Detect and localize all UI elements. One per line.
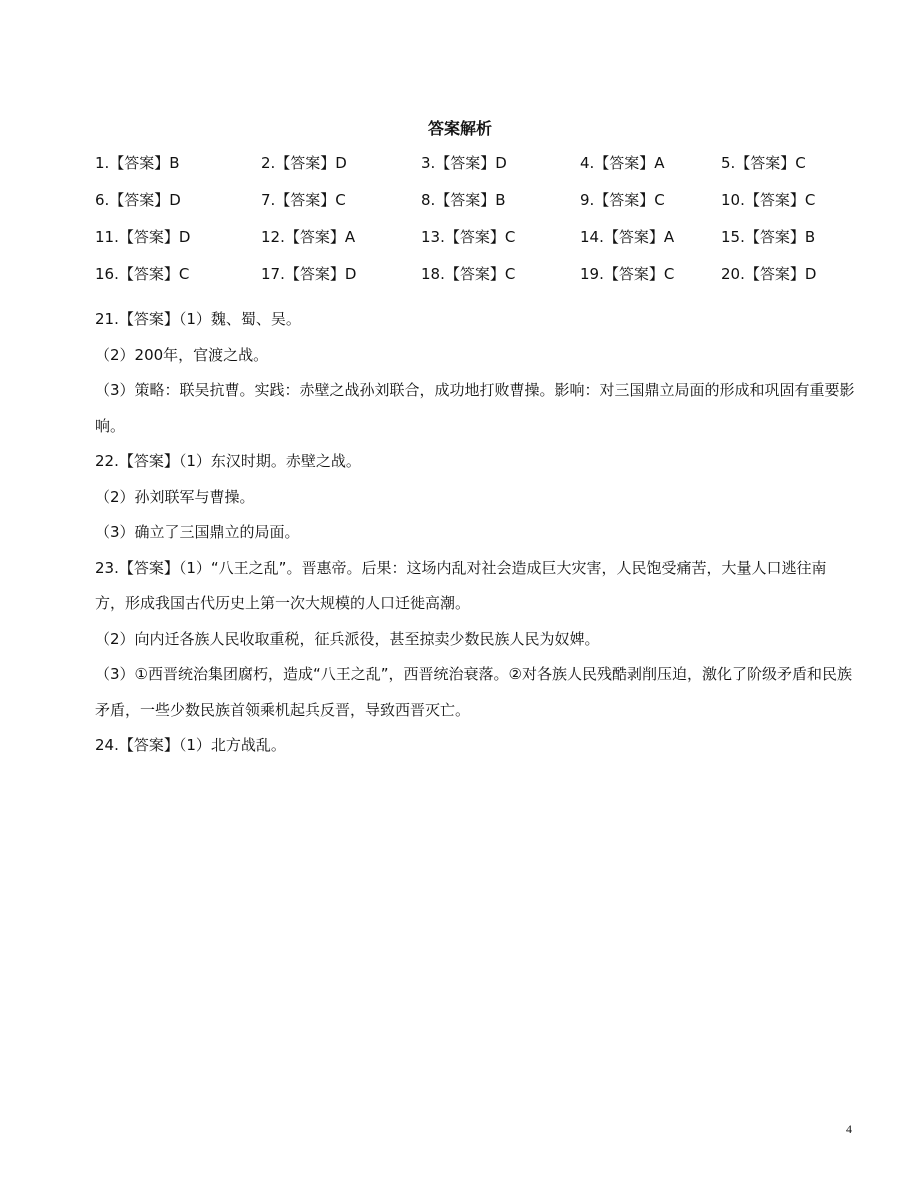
answer-item: 11.【答案】D — [95, 228, 191, 246]
paragraph: （2）200年，官渡之战。 — [95, 345, 269, 364]
answer-item: 17.【答案】D — [261, 265, 357, 283]
answer-item: 5.【答案】C — [721, 154, 806, 172]
page-title: 答案解析 — [427, 119, 492, 138]
answer-grid — [95, 152, 855, 300]
paragraph: 23.【答案】（1）“八王之乱”。晋惠帝。后果：这场内乱对社会造成巨大灾害，人民饱受痛苦，大量人口逃往南方，形成我国古代历史上第一次大规模的人口迁徙高潮。 — [95, 558, 827, 612]
answer-row — [95, 263, 855, 300]
answer-item: 1.【答案】B — [95, 154, 180, 172]
answer-explanations — [95, 302, 855, 764]
answer-item: 20.【答案】D — [721, 265, 817, 283]
answer-item: 2.【答案】D — [261, 154, 347, 172]
answer-item: 9.【答案】C — [580, 191, 665, 209]
answer-row — [95, 152, 855, 189]
paragraph: （3）策略：联吴抗曹。实践：赤壁之战孙刘联合，成功地打败曹操。影响：对三国鼎立局面的形成和巩固有重要影响。 — [95, 381, 855, 435]
answer-item: 14.【答案】A — [580, 228, 675, 246]
page-number: 4 — [846, 1122, 852, 1136]
answer-item: 10.【答案】C — [721, 191, 816, 209]
answer-item: 6.【答案】D — [95, 191, 181, 209]
paragraph: 22.【答案】（1）东汉时期。赤壁之战。 — [95, 452, 361, 470]
paragraph: （3）确立了三国鼎立的局面。 — [95, 523, 300, 541]
answer-item: 12.【答案】A — [261, 228, 356, 246]
paragraph: （2）孙刘联军与曹操。 — [95, 487, 255, 506]
answer-item: 8.【答案】B — [421, 191, 506, 209]
answer-item: 7.【答案】C — [261, 191, 346, 209]
answer-item: 13.【答案】C — [421, 228, 516, 246]
answer-row — [95, 226, 855, 263]
paragraph: 21.【答案】（1）魏、蜀、吴。 — [95, 310, 301, 328]
answer-item: 15.【答案】B — [721, 228, 816, 246]
answer-item: 3.【答案】D — [421, 154, 507, 172]
paragraph: （3）①西晋统治集团腐朽，造成“八王之乱”，西晋统治衰落。②对各族人民残酷剥削压迫，激化了阶级矛盾和民族矛盾，一些少数民族首领乘机起兵反晋，导致西晋灭亡。 — [95, 665, 852, 719]
answer-item: 19.【答案】C — [580, 265, 675, 283]
answer-item: 16.【答案】C — [95, 265, 190, 283]
answer-item: 4.【答案】A — [580, 154, 665, 172]
paragraph: 24.【答案】（1）北方战乱。 — [95, 736, 286, 754]
answer-item: 18.【答案】C — [421, 265, 516, 283]
paragraph: （2）向内迁各族人民收取重税，征兵派役，甚至掠卖少数民族人民为奴婢。 — [95, 629, 600, 648]
answer-row — [95, 189, 855, 226]
